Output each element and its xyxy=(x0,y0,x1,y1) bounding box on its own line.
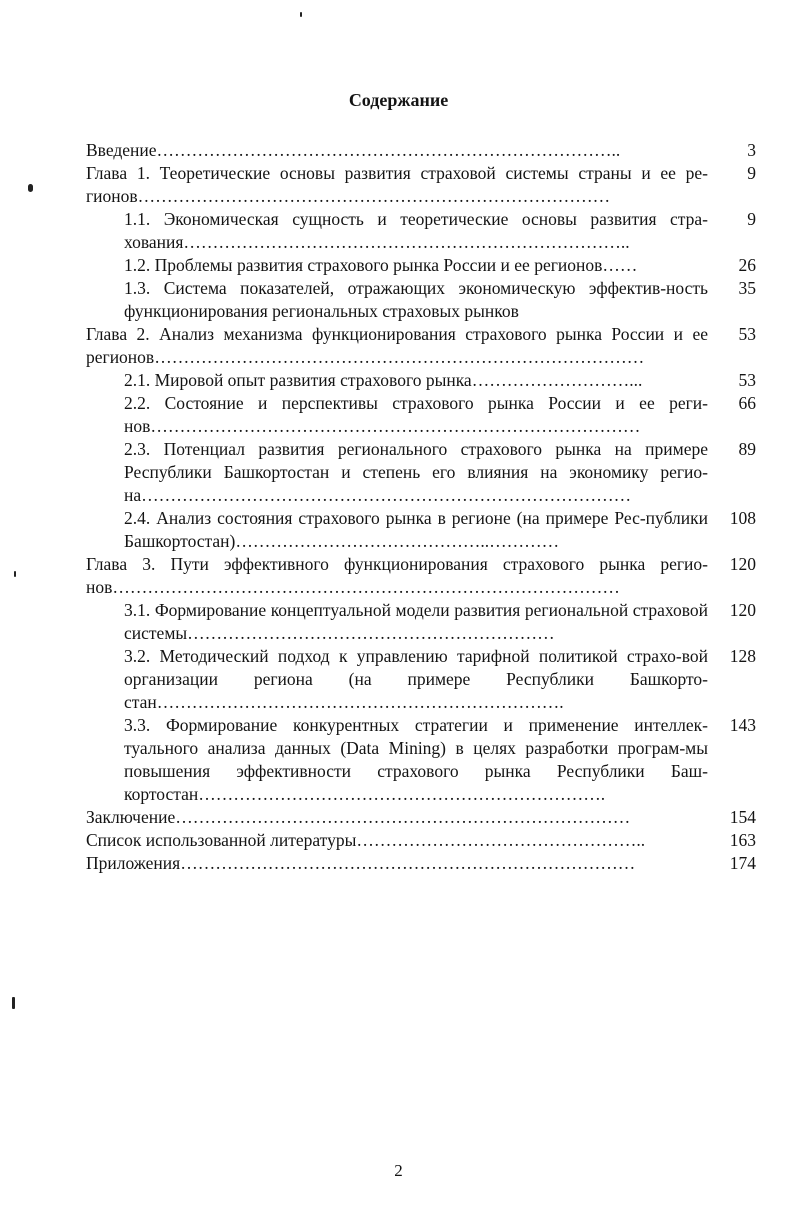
table-of-contents xyxy=(86,139,756,875)
toc-entry-page: 143 xyxy=(729,715,756,735)
toc-entry-text: Глава 3. Пути эффективного функционирования страхового рынка регио-нов…………………………………………………………………………… xyxy=(86,554,708,597)
page-title: Содержание xyxy=(348,90,449,110)
toc-entry-section-1-3[interactable] xyxy=(86,277,756,323)
toc-entry-section-2-4[interactable] xyxy=(86,507,756,553)
toc-entry-page: 128 xyxy=(729,646,756,666)
toc-entry-text: 3.1. Формирование концептуальной модели развития региональной страховой системы……………………………………………………… xyxy=(124,600,708,643)
toc-entry-page: 89 xyxy=(738,439,756,459)
toc-entry-chapter-3[interactable] xyxy=(86,553,756,599)
toc-entry-text: Глава 1. Теоретические основы развития страховой системы страны и ее ре-гионов……………………………………………………………………… xyxy=(86,163,708,206)
toc-entry-section-2-1[interactable] xyxy=(86,369,756,392)
scan-speck xyxy=(14,571,16,577)
toc-entry-page: 35 xyxy=(738,278,756,298)
toc-entry-page: 26 xyxy=(738,255,756,275)
toc-entry-text: Список использованной литературы………………………………………….. xyxy=(86,830,646,850)
toc-entry-text: 2.1. Мировой опыт развития страхового рынка………………………... xyxy=(124,370,643,390)
toc-entry-page: 154 xyxy=(729,807,756,827)
toc-entry-section-2-3[interactable] xyxy=(86,438,756,507)
toc-entry-chapter-1[interactable] xyxy=(86,162,756,208)
toc-entry-text: 3.2. Методический подход к управлению тарифной политикой страхо-вой организации региона (на примере Республики Башкорто-стан……………………………………………………………. xyxy=(124,646,708,712)
toc-entry-text: 1.2. Проблемы развития страхового рынка России и ее регионов…… xyxy=(124,255,638,275)
toc-entry-text: Заключение…………………………………………………………………… xyxy=(86,807,631,827)
toc-entry-page: 163 xyxy=(729,830,756,850)
toc-entry-conclusion[interactable] xyxy=(86,806,756,829)
toc-entry-page: 53 xyxy=(738,324,756,344)
scan-speck xyxy=(12,997,15,1009)
toc-entry-text: 2.3. Потенциал развития регионального страхового рынка на примере Республики Башкортостан и степень его влияния на экономику регио-на………………………………………………………………………… xyxy=(124,439,708,505)
toc-entry-page: 9 xyxy=(747,209,756,229)
toc-entry-text: Глава 2. Анализ механизма функционирования страхового рынка России и ее регионов………………………………………………………………………… xyxy=(86,324,708,367)
toc-entry-chapter-2[interactable] xyxy=(86,323,756,369)
toc-entry-appendices[interactable] xyxy=(86,852,756,875)
toc-entry-section-2-2[interactable] xyxy=(86,392,756,438)
toc-entry-page: 9 xyxy=(747,163,756,183)
toc-entry-section-1-2[interactable] xyxy=(86,254,756,277)
toc-entry-text: Введение…………………………………………………………………….. xyxy=(86,140,621,160)
toc-entry-text: 2.4. Анализ состояния страхового рынка в регионе (на примере Рес-публики Башкортостан)……………………………………..………… xyxy=(124,508,708,551)
toc-entry-section-3-2[interactable] xyxy=(86,645,756,714)
toc-entry-section-3-3[interactable] xyxy=(86,714,756,806)
scan-speck xyxy=(300,12,302,17)
toc-entry-text: 1.1. Экономическая сущность и теоретические основы развития стра-хования………………………………………………………………….. xyxy=(124,209,708,252)
toc-entry-text: 2.2. Состояние и перспективы страхового рынка России и ее реги-нов………………………………………………………………………… xyxy=(124,393,708,436)
toc-entry-page: 3 xyxy=(747,140,756,160)
scan-speck xyxy=(28,184,33,192)
toc-entry-page: 120 xyxy=(729,554,756,574)
toc-entry-text: 3.3. Формирование конкурентных стратегии и применение интеллек-туального анализа данных (Data Mining) в целях разработки програм-мы повышения эффективности страхового рынка Республики Баш-кортостан……………………………………………………………. xyxy=(124,715,708,804)
toc-entry-section-3-1[interactable] xyxy=(86,599,756,645)
toc-entry-page: 66 xyxy=(738,393,756,413)
toc-entry-page: 53 xyxy=(738,370,756,390)
page-number: 2 xyxy=(394,1161,403,1180)
toc-entry-introduction[interactable] xyxy=(86,139,756,162)
toc-entry-section-1-1[interactable] xyxy=(86,208,756,254)
toc-entry-text: Приложения…………………………………………………………………… xyxy=(86,853,636,873)
toc-entry-page: 174 xyxy=(729,853,756,873)
toc-entry-references[interactable] xyxy=(86,829,756,852)
toc-entry-page: 120 xyxy=(729,600,756,620)
toc-entry-page: 108 xyxy=(729,508,756,528)
toc-entry-text: 1.3. Система показателей, отражающих экономическую эффектив-ность функционирования региональных страховых рынков xyxy=(124,278,708,321)
